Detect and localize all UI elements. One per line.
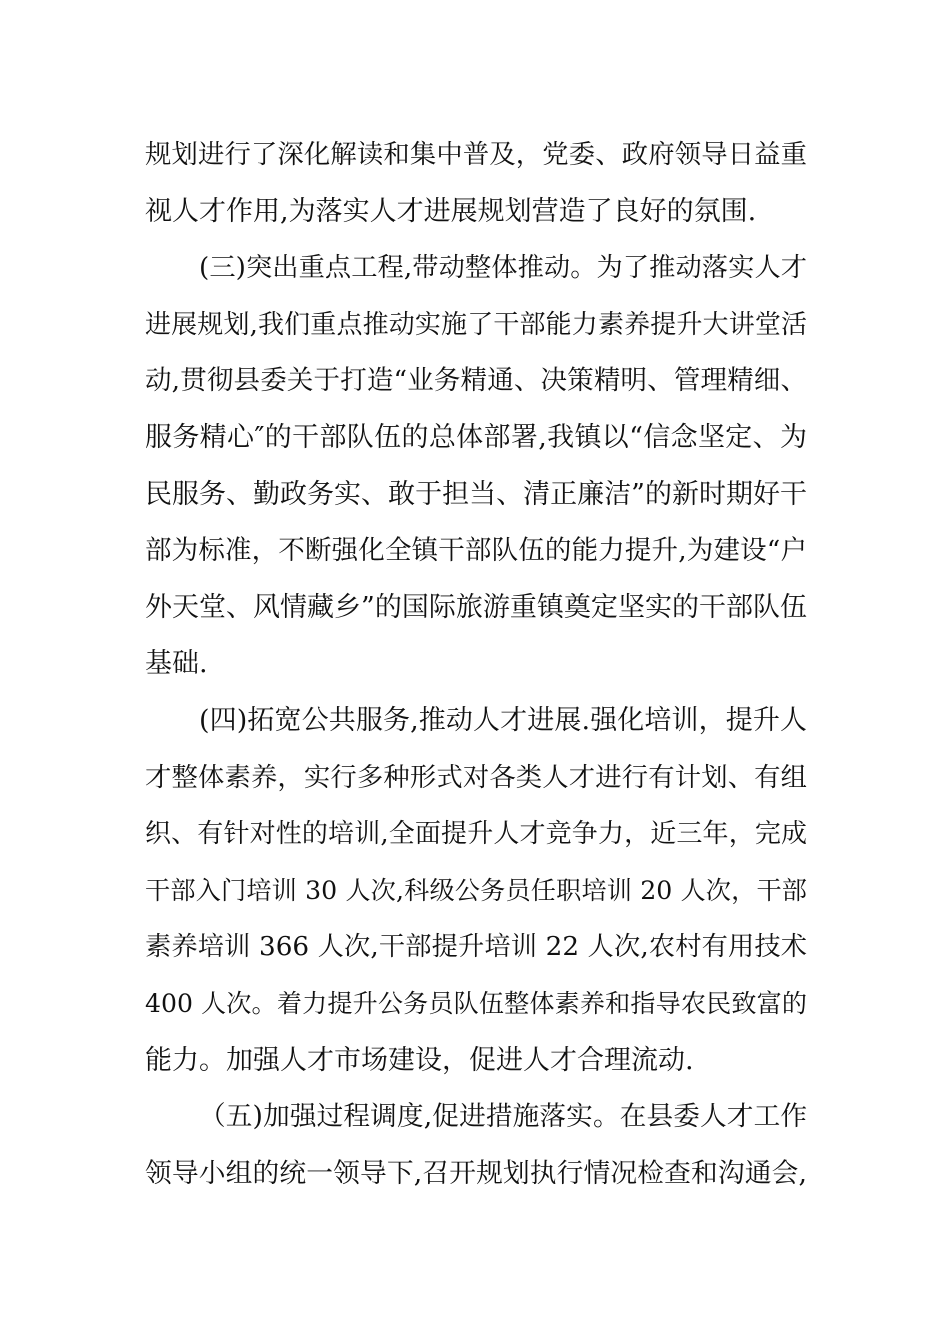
- document-body: [145, 127, 807, 1202]
- text-line: 服务精心″的干部队伍的总体部署,我镇以“信念坚定、为: [145, 421, 807, 453]
- text-line: (三)突出重点工程,带动整体推动。为了推动落实人才: [199, 253, 807, 284]
- text-line: 领导小组的统一领导下,召开规划执行情况检查和沟通会,: [145, 1157, 807, 1189]
- text-line: （五)加强过程调度,促进措施落实。在县委人才工作: [199, 1101, 807, 1133]
- text-line: 进展规划,我们重点推动实施了干部能力素养提升大讲堂活: [145, 309, 807, 340]
- text-line: 织、有针对性的培训,全面提升人才竞争力，近三年，完成: [145, 819, 807, 850]
- text-line: (四)拓宽公共服务,推动人才进展.强化培训，提升人: [199, 704, 807, 736]
- text-line: 素养培训 366 人次,干部提升培训 22 人次,农村有用技术: [145, 932, 807, 963]
- text-line: 视人才作用,为落实人才进展规划营造了良好的氛围.: [145, 195, 757, 227]
- text-line: 部为标准，不断强化全镇干部队伍的能力提升,为建设“户: [145, 535, 807, 567]
- text-line: 民服务、勤政务实、敢于担当、清正廉洁”的新时期好干: [145, 478, 807, 510]
- text-line: 动,贯彻县委关于打造“业务精通、决策精明、管理精细、: [145, 365, 807, 397]
- text-line: 才整体素养，实行多种形式对各类人才进行有计划、有组: [145, 762, 807, 793]
- text-line: 规划进行了深化解读和集中普及，党委、政府领导日益重: [145, 140, 807, 170]
- text-line: 400 人次。着力提升公务员队伍整体素养和指导农民致富的: [145, 988, 807, 1018]
- text-line: 外天堂、风情藏乡”的国际旅游重镇奠定坚实的干部队伍: [145, 591, 807, 623]
- text-line: 干部入门培训 30 人次,科级公务员任职培训 20 人次，干部: [145, 875, 807, 905]
- text-line: 基础.: [145, 648, 208, 680]
- text-line: 能力。加强人才市场建设，促进人才合理流动.: [145, 1044, 694, 1076]
